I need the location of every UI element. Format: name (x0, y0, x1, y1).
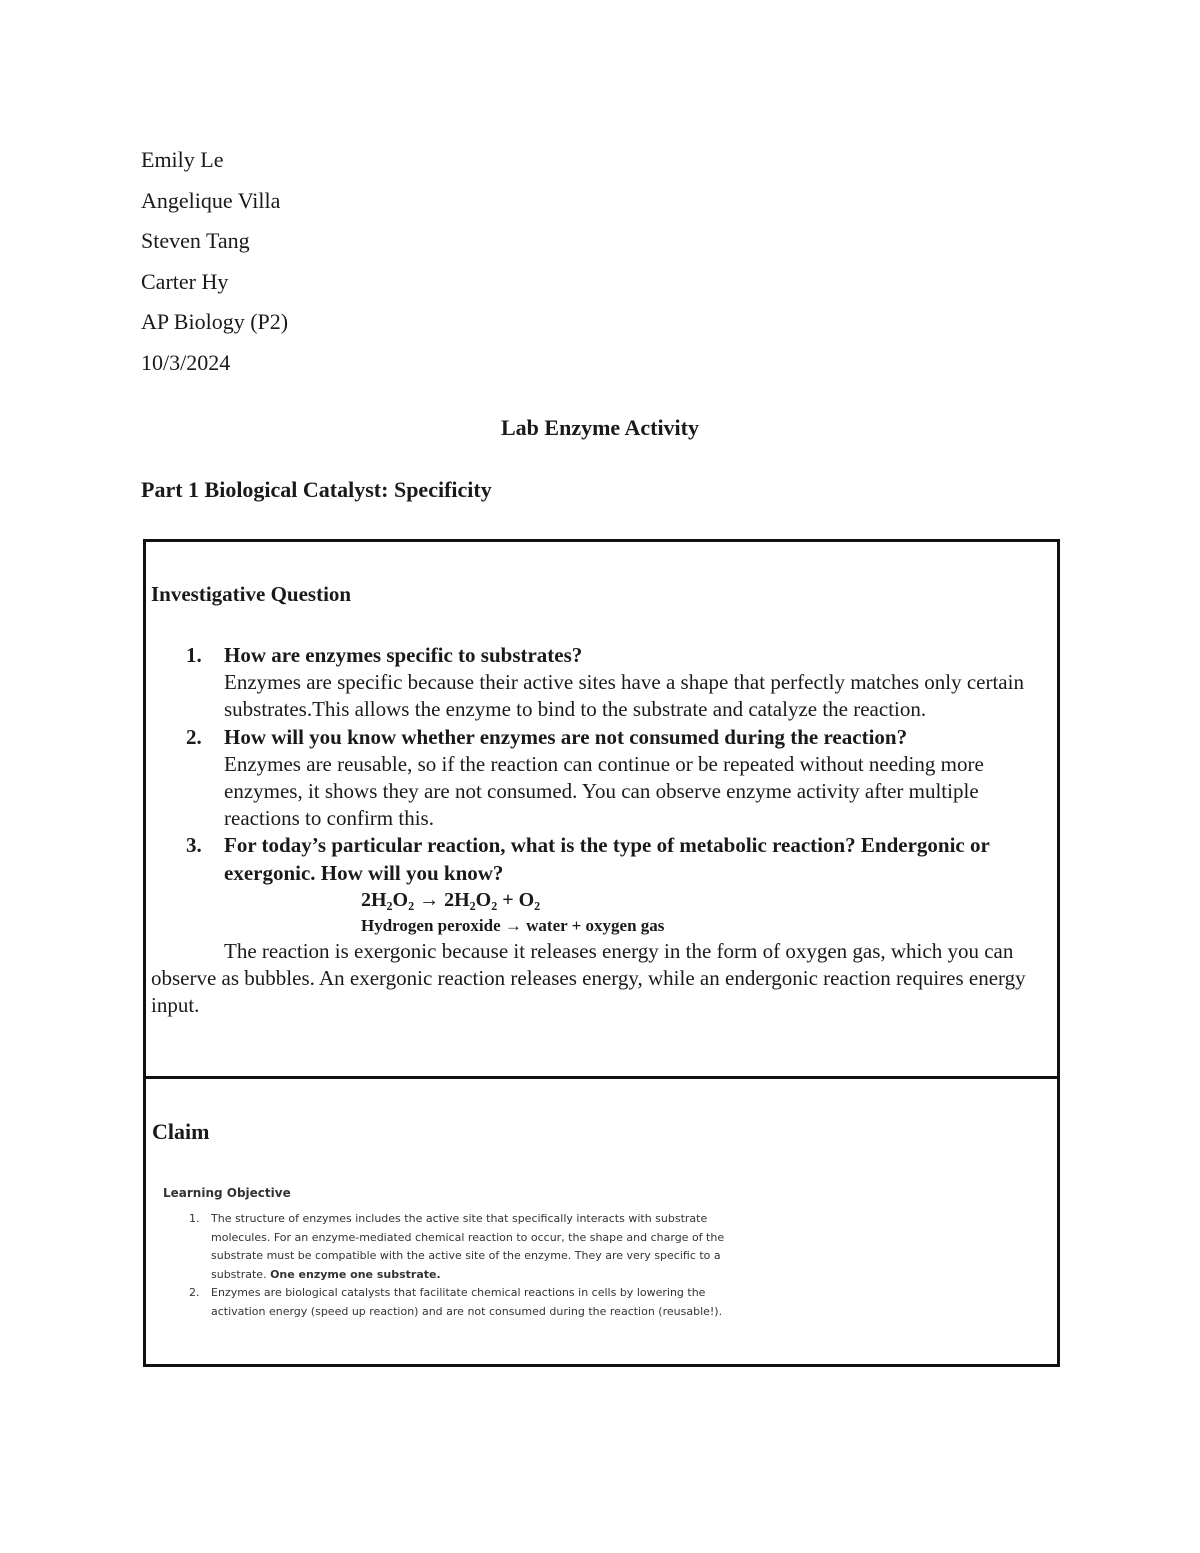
part-title: Part 1 Biological Catalyst: Specificity (141, 477, 492, 502)
document-date: 10/3/2024 (141, 349, 231, 375)
author-name: Steven Tang (141, 228, 250, 254)
question-number: 3. (186, 833, 202, 858)
learning-objective-item (163, 1210, 763, 1284)
objective-emphasis: One enzyme one substrate. (270, 1267, 441, 1281)
objective-text: Enzymes are biological catalysts that facilitate chemical reactions in cells by lowering the activation energy (speed up reaction) and are not consumed during the reaction (reusable!). (211, 1286, 723, 1318)
learning-objective-item (163, 1284, 763, 1321)
word-equation: Hydrogen peroxide → water + oxygen gas (361, 915, 665, 935)
chemical-equation: 2H₂O₂ → 2H₂O₂ + O₂ (361, 888, 541, 911)
claim-box (143, 1076, 1060, 1367)
question-number: 1. (186, 643, 202, 667)
document-title: Lab Enzyme Activity (501, 415, 699, 440)
question-item (151, 724, 1056, 833)
question-text: How will you know whether enzymes are not consumed during the reaction? (224, 724, 908, 749)
answer-text: The reaction is exergonic because it releases energy in the form of oxygen gas, which you can observe as bubbles. An exergonic reaction releases energy, while an endergonic reaction requires energy input. (151, 938, 1026, 1018)
author-name: Emily Le (141, 147, 224, 172)
claim-heading: Claim (152, 1119, 210, 1144)
question-number: 2. (186, 724, 202, 749)
investigative-question-heading: Investigative Question (151, 582, 352, 606)
author-name: Angelique Villa (141, 187, 281, 213)
question-item (151, 832, 1056, 937)
learning-objective-image (163, 1186, 763, 1321)
question-text: For today’s particular reaction, what is the type of metabolic reaction? Endergonic or exergonic. How will you know? (224, 833, 990, 885)
question-text: How are enzymes specific to substrates? (224, 643, 583, 667)
author-name: Carter Hy (141, 268, 229, 294)
answer-text: Enzymes are reusable, so if the reaction can continue or be repeated without needing more enzymes, it shows they are not consumed. You can observe enzyme activity after multiple reactions to confirm this. (224, 751, 984, 831)
investigative-question-box (143, 539, 1060, 1079)
objective-number: 2. (189, 1286, 200, 1299)
learning-objective-heading: Learning Objective (163, 1186, 291, 1200)
question-item (151, 642, 1056, 724)
objective-text: The structure of enzymes includes the active site that specifically interacts with substrate molecules. For an enzyme-mediated chemical reaction to occur, the shape and charge of the substrate must be compatible with the active site of the enzyme. They are very specific to a substrate. (211, 1212, 725, 1281)
course-name: AP Biology (P2) (141, 309, 289, 335)
answer-text: Enzymes are specific because their active sites have a shape that perfectly matches only certain substrates.This allows the enzyme to bind to the substrate and catalyze the reaction. (224, 670, 1024, 722)
document-header (141, 140, 288, 384)
objective-number: 1. (189, 1212, 200, 1225)
question-list (151, 642, 1056, 1019)
